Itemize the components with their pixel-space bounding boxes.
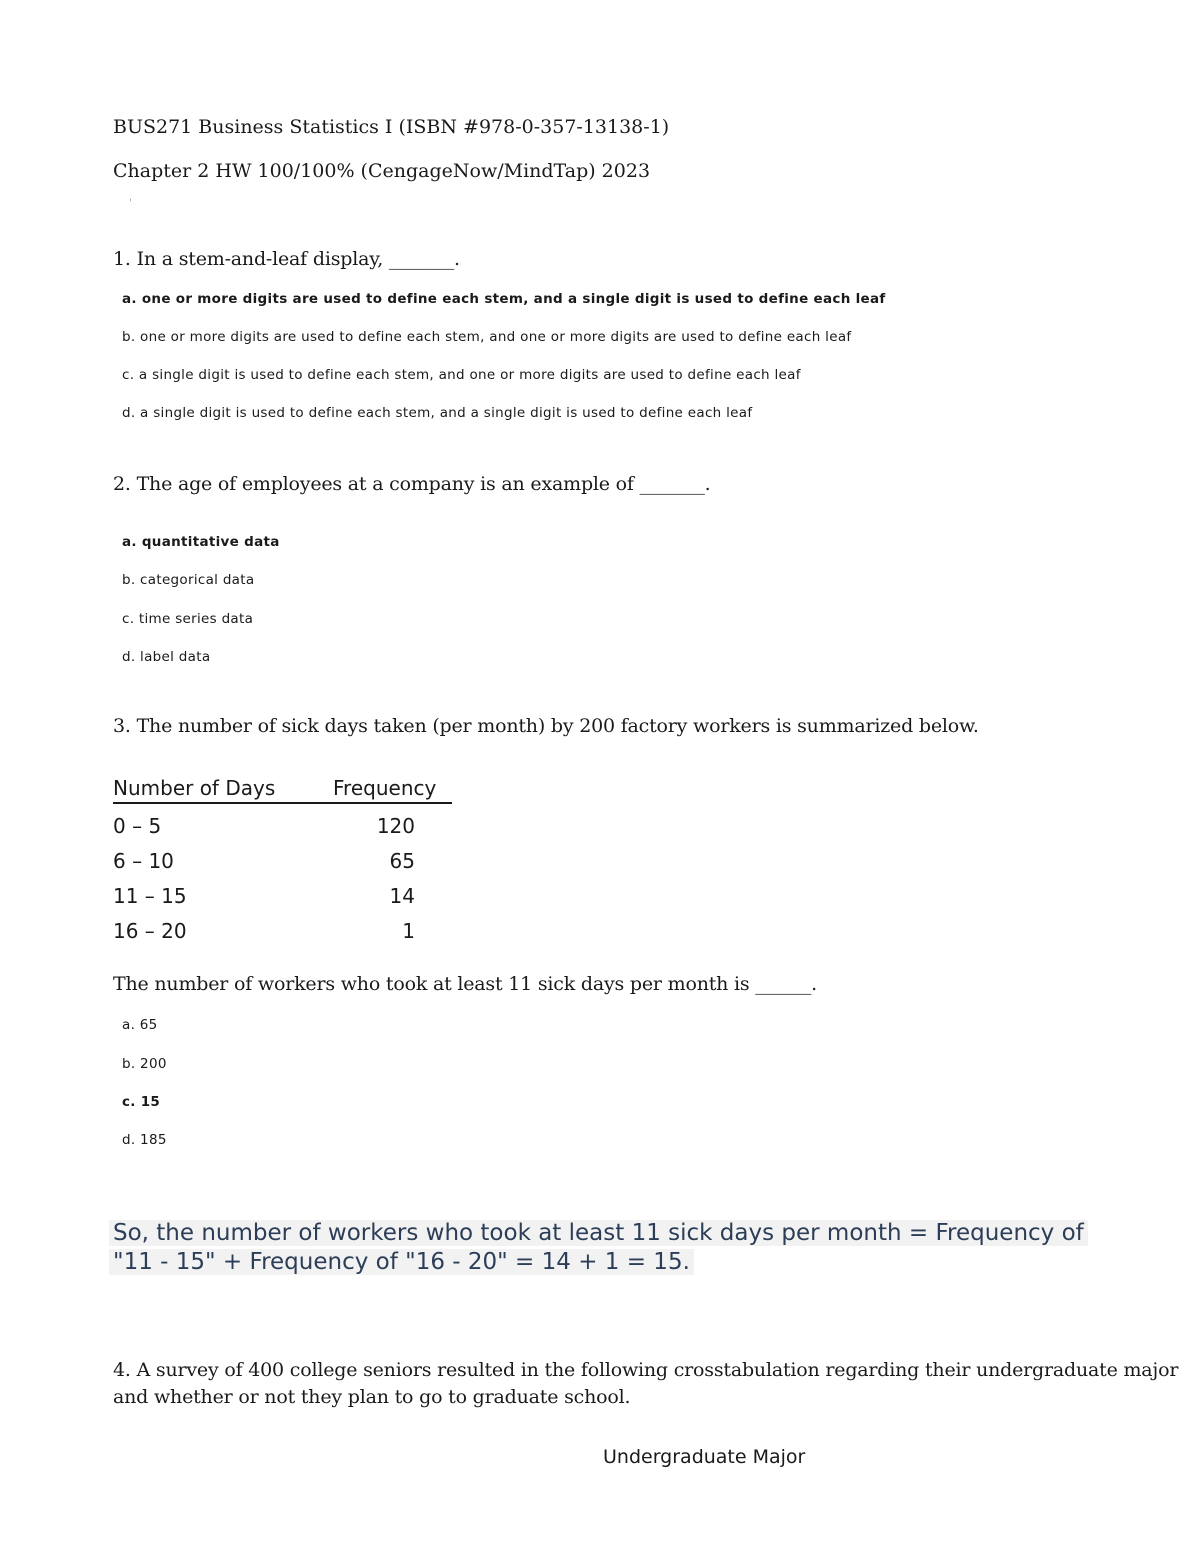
crosstab-title: Undergraduate Major bbox=[603, 1446, 806, 1468]
q3-option-a: a. 65 bbox=[122, 1017, 158, 1033]
explanation-line-1: So, the number of workers who took at least 11 sick days per month = Frequency of bbox=[109, 1220, 1088, 1246]
q2-option-d: d. label data bbox=[122, 649, 211, 665]
explanation-line-2: "11 - 15" + Frequency of "16 - 20" = 14 + 1 = 15. bbox=[109, 1249, 694, 1275]
col-header-frequency: Frequency bbox=[333, 776, 437, 800]
days-cell: 11 – 15 bbox=[113, 884, 187, 908]
q1-option-a-answer: a. one or more digits are used to define each stem, and a single digit is used to define each leaf bbox=[122, 291, 886, 307]
question-3-prompt: The number of workers who took at least 11 sick days per month is ______. bbox=[113, 973, 817, 995]
days-cell: 0 – 5 bbox=[113, 814, 162, 838]
q2-option-a-answer: a. quantitative data bbox=[122, 534, 280, 550]
q1-option-c: c. a single digit is used to define each stem, and one or more digits are used to define each leaf bbox=[122, 367, 801, 383]
col-header-days: Number of Days bbox=[113, 776, 276, 800]
question-3: 3. The number of sick days taken (per month) by 200 factory workers is summarized below. bbox=[113, 715, 979, 737]
q3-option-c-answer: c. 15 bbox=[122, 1094, 161, 1110]
stray-mark: ' bbox=[129, 198, 132, 209]
q3-option-b: b. 200 bbox=[122, 1056, 167, 1072]
document-subtitle: Chapter 2 HW 100/100% (CengageNow/MindTap) 2023 bbox=[113, 160, 651, 182]
q1-option-d: d. a single digit is used to define each stem, and a single digit is used to define each leaf bbox=[122, 405, 753, 421]
frequency-cell: 1 bbox=[402, 919, 415, 943]
question-4-line-1: 4. A survey of 400 college seniors resulted in the following crosstabulation regarding their undergraduate major bbox=[113, 1359, 1179, 1381]
frequency-cell: 14 bbox=[389, 884, 415, 908]
q2-option-c: c. time series data bbox=[122, 611, 254, 627]
q1-option-b: b. one or more digits are used to define each stem, and one or more digits are used to define each leaf bbox=[122, 329, 852, 345]
document-title: BUS271 Business Statistics I (ISBN #978-0-357-13138-1) bbox=[113, 116, 670, 138]
question-2: 2. The age of employees at a company is an example of _______. bbox=[113, 473, 711, 495]
q3-option-d: d. 185 bbox=[122, 1132, 167, 1148]
days-cell: 6 – 10 bbox=[113, 849, 174, 873]
frequency-cell: 65 bbox=[389, 849, 415, 873]
days-cell: 16 – 20 bbox=[113, 919, 187, 943]
frequency-cell: 120 bbox=[376, 814, 415, 838]
question-1: 1. In a stem-and-leaf display, _______. bbox=[113, 248, 460, 270]
q2-option-b: b. categorical data bbox=[122, 572, 255, 588]
question-4-line-2: and whether or not they plan to go to graduate school. bbox=[113, 1386, 631, 1408]
frequency-table-header bbox=[113, 776, 452, 804]
